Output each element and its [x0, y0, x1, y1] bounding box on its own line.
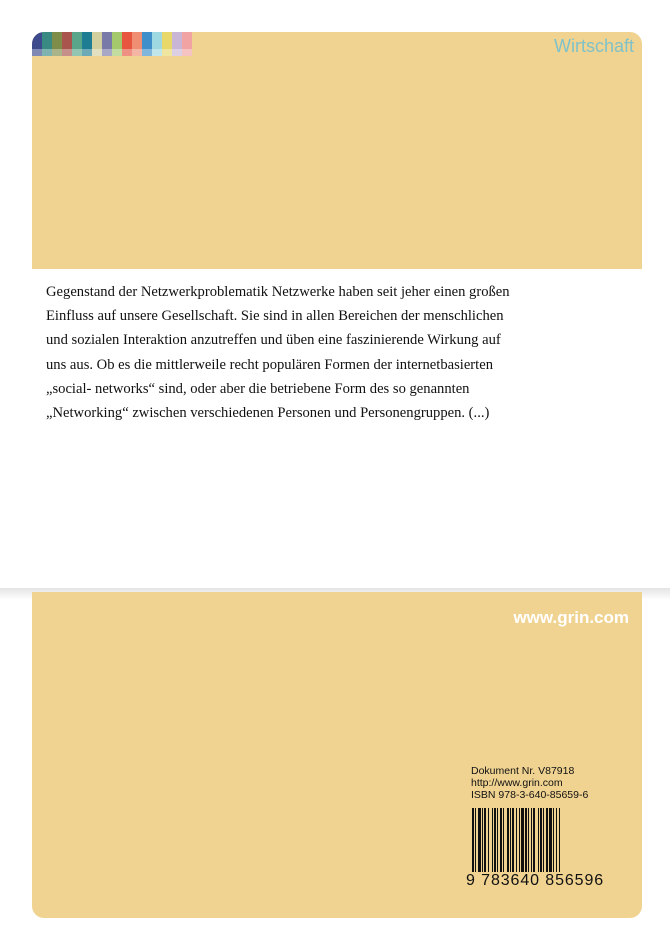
barcode-bar — [507, 808, 509, 872]
color-stripe — [162, 32, 172, 56]
barcode-bar — [549, 808, 552, 872]
color-stripe — [52, 32, 62, 56]
barcode-bar — [538, 808, 539, 872]
barcode-bar — [478, 808, 481, 872]
book-blurb — [46, 280, 626, 425]
blurb-line: Gegenstand der Netzwerkproblematik Netzwerke haben seit jeher einen großen — [46, 284, 510, 300]
blurb-line: „Networking“ zwischen verschiedenen Personen und Personengruppen. (...) — [46, 405, 490, 422]
color-stripe — [132, 32, 142, 56]
barcode-bar — [500, 808, 502, 872]
barcode-bar — [546, 808, 548, 872]
blurb-line: Einfluss auf unsere Gesellschaft. Sie sind in allen Bereichen der menschlichen — [46, 308, 504, 325]
publisher-url[interactable]: www.grin.com — [513, 608, 629, 627]
top-cover-panel — [32, 32, 642, 269]
barcode-bar — [516, 808, 517, 872]
barcode-bar — [543, 808, 544, 872]
color-stripe — [122, 32, 132, 56]
color-stripe — [72, 32, 82, 56]
blurb-line: uns aus. Ob es die mittlerweile recht populären Formen der internetbasierten — [46, 356, 493, 373]
barcode-bar — [525, 808, 527, 872]
barcode-bar — [494, 808, 496, 872]
color-stripe — [102, 32, 112, 56]
color-stripe — [62, 32, 72, 56]
color-stripe — [32, 32, 42, 56]
barcode-bar — [556, 808, 557, 872]
barcode-bar — [497, 808, 498, 872]
color-stripe — [82, 32, 92, 56]
barcode-bar — [488, 808, 489, 872]
blurb-line: und sozialen Interaktion anzutreffen und üben eine faszinierende Wirkung auf — [46, 332, 501, 349]
barcode-bar — [559, 808, 560, 872]
barcode-bar — [521, 808, 524, 872]
barcode-bar — [540, 808, 542, 872]
color-stripe — [182, 32, 192, 56]
barcode-digits: 9 783640 856596 — [466, 872, 605, 889]
color-stripe — [112, 32, 122, 56]
bottom-cover-panel — [32, 592, 642, 918]
barcode-bar — [533, 808, 535, 872]
color-stripe — [152, 32, 162, 56]
document-number: Dokument Nr. V87918 — [471, 765, 575, 777]
blurb-line: „social- networks“ sind, oder aber die betriebene Form des so genannten — [46, 380, 470, 397]
barcode-bar — [510, 808, 511, 872]
website-link[interactable]: http://www.grin.com — [471, 777, 563, 789]
color-stripes — [32, 32, 192, 56]
document-info — [471, 765, 588, 801]
barcode-bar — [531, 808, 532, 872]
barcode-bar — [553, 808, 554, 872]
isbn-text: ISBN 978-3-640-85659-6 — [471, 789, 589, 801]
barcode-bar — [512, 808, 514, 872]
barcode-bar — [528, 808, 529, 872]
color-stripe — [42, 32, 52, 56]
barcode-bar — [475, 808, 476, 872]
barcode-bar — [482, 808, 483, 872]
category-label: Wirtschaft — [553, 36, 634, 56]
color-stripe — [92, 32, 102, 56]
barcode — [472, 808, 626, 872]
barcode-bar — [484, 808, 486, 872]
barcode-bar — [519, 808, 520, 872]
color-stripe — [142, 32, 152, 56]
barcode-bar — [492, 808, 493, 872]
color-stripe — [172, 32, 182, 56]
barcode-bar — [503, 808, 504, 872]
barcode-bar — [472, 808, 474, 872]
